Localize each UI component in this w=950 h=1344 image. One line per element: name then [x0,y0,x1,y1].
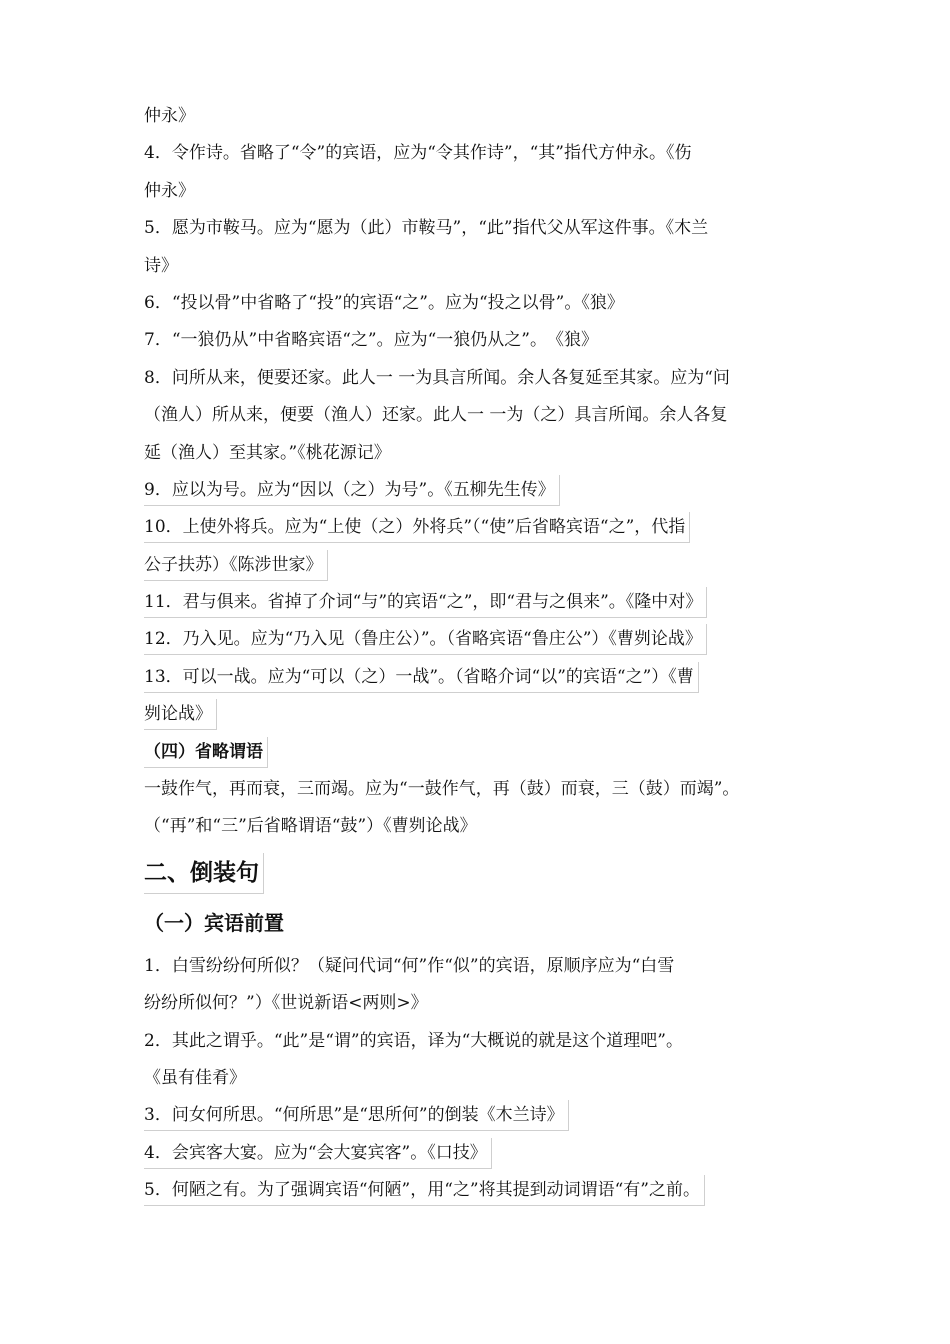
heading-inversion: 二、倒装句 [144,853,264,894]
text-line: 6．“投以骨”中省略了“投”的宾语“之”。应为“投之以骨”。《狼》 [144,292,624,313]
text-line: 延（渔人）至其家。”《桃花源记》 [144,442,391,463]
section-title-omitted-predicate: （四）省略谓语 [144,737,268,768]
text-line: 《虽有佳肴》 [144,1067,246,1088]
text-line: 仲永》 [144,106,195,126]
text-line: （“再”和“三”后省略谓语“鼓”）《曹刿论战》 [144,816,477,837]
boxed-text-line: 13．可以一战。应为“可以（之）一战”。（省略介词“以”的宾语“之”）《曹 [144,662,699,693]
text-line: 1．白雪纷纷何所似？（疑问代词“何”作“似”的宾语，原顺序应为“白雪 [144,955,675,976]
boxed-text-line: 12．乃入见。应为“乃入见（鲁庄公）”。（省略宾语“鲁庄公”）《曹刿论战》 [144,624,707,655]
text-line: 4．令作诗。省略了“令”的宾语，应为“令其作诗”，“其”指代方仲永。《伤 [144,143,692,164]
boxed-text-line: 公子扶苏）《陈涉世家》 [144,550,328,581]
boxed-text-line: 5．何陋之有。为了强调宾语“何陋”，用“之”将其提到动词谓语“有”之前。 [144,1175,705,1206]
text-line: 纷纷所似何？”）《世说新语<两则>》 [144,993,428,1014]
boxed-text-line: 9．应以为号。应为“因以（之）为号”。《五柳先生传》 [144,475,560,506]
heading-object-preposing: （一）宾语前置 [144,910,284,935]
boxed-text-line: 刿论战》 [144,699,217,730]
text-line: 2．其此之谓乎。“此”是“谓”的宾语，译为“大概说的就是这个道理吧”。 [144,1030,683,1051]
text-line: （渔人）所从来，便要（渔人）还家。此人一 一为（之）具言所闻。余人各复 [144,405,728,426]
boxed-text-line: 3．问女何所思。“何所思”是“思所何”的倒装《木兰诗》 [144,1100,569,1131]
text-line: 一鼓作气，再而衰，三而竭。应为“一鼓作气，再（鼓）而衰，三（鼓）而竭”。 [144,779,740,800]
boxed-text-line: 4．会宾客大宴。应为“会大宴宾客”。《口技》 [144,1138,492,1169]
boxed-text-line: 10．上使外将兵。应为“上使（之）外将兵”（“使”后省略宾语“之”，代指 [144,512,690,543]
text-line: 7．“一狼仍从”中省略宾语“之”。应为“一狼仍从之”。 《狼》 [144,330,598,351]
boxed-text-line: 11．君与俱来。省掉了介词“与”的宾语“之”，即“君与之俱来”。《隆中对》 [144,587,707,618]
text-line: 8．问所从来，便要还家。此人一 一为具言所闻。余人各复延至其家。应为“问 [144,367,730,388]
text-line: 仲永》 [144,180,195,201]
text-line: 诗》 [144,255,178,276]
document-page [144,98,824,1210]
text-line: 5．愿为市鞍马。应为“愿为（此）市鞍马”，“此”指代父从军这件事。《木兰 [144,218,709,239]
